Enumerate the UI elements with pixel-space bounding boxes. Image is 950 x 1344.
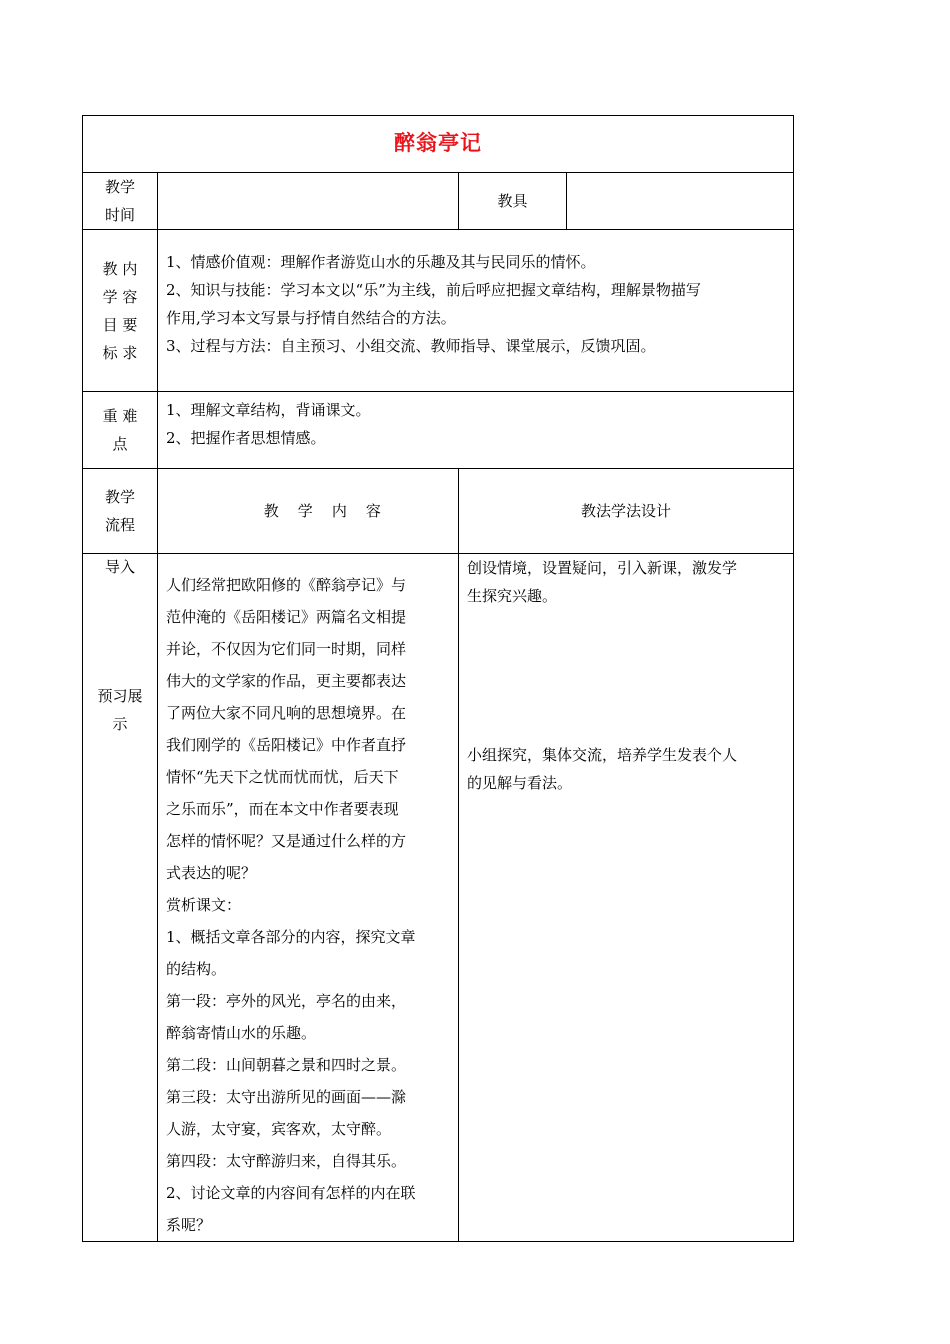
flow-method-header-cell [459, 469, 794, 554]
stage-preview-label [83, 682, 157, 738]
tools-label: 教具 [497, 192, 528, 210]
key-points-label-line: 重 难 [102, 407, 138, 425]
title-row [83, 116, 794, 173]
key-points-label-line: 点 [112, 435, 128, 453]
method-preview-line: 的见解与看法。 [467, 774, 573, 792]
flow-body-row [83, 554, 794, 1242]
objective-line: 2、知识与技能：学习本文以“乐”为主线，前后呼应把握文章结构，理解景物描写 [166, 281, 701, 299]
flow-content-header-cell [158, 469, 459, 554]
objectives-label-line: 目 要 [102, 315, 138, 334]
content-line: 第三段：太守出游所见的画面——滁 [166, 1088, 407, 1106]
content-line: 系呢？ [166, 1216, 212, 1234]
content-line: 我们刚学的《岳阳楼记》中作者直抒 [166, 736, 407, 754]
content-line: 2、讨论文章的内容间有怎样的内在联 [166, 1184, 416, 1202]
key-points-content-cell [158, 392, 794, 469]
content-line: 伟大的文学家的作品，更主要都表达 [166, 672, 407, 690]
title-cell [83, 116, 794, 173]
flow-stage-cell [83, 554, 158, 1242]
content-line: 醉翁寄情山水的乐趣。 [166, 1024, 317, 1042]
stage-intro-label: 导入 [104, 558, 135, 576]
content-line: 并论，不仅因为它们同一时期，同样 [166, 640, 407, 658]
flow-method-header: 教法学法设计 [581, 502, 672, 520]
key-points-label-cell [83, 392, 158, 469]
stage-preview-line: 预习展 [97, 687, 143, 705]
objectives-content-cell [158, 230, 794, 392]
flow-method-cell [459, 554, 794, 1242]
content-line: 第二段：山间朝暮之景和四时之景。 [166, 1056, 407, 1074]
method-preview-block [467, 741, 787, 797]
objectives-label-cell [83, 230, 158, 392]
content-line: 第一段：亭外的风光，亭名的由来， [166, 992, 407, 1010]
objectives-label-line: 标 求 [102, 343, 138, 362]
content-line: 的结构。 [166, 960, 227, 978]
objectives-label-line: 教 内 [102, 259, 138, 278]
flow-label-line: 教学 [104, 488, 135, 506]
time-tools-row [83, 173, 794, 230]
method-intro-line: 创设情境，设置疑问，引入新课，激发学 [467, 559, 738, 577]
method-preview-line: 小组探究，集体交流，培养学生发表个人 [467, 746, 738, 764]
tools-label-cell [459, 173, 567, 230]
content-line: 情怀“先天下之忧而忧而忧，后天下 [166, 768, 399, 786]
flow-header-row [83, 469, 794, 554]
time-label-line-1: 教学 [104, 178, 135, 196]
flow-content-header: 教 学 内 容 [263, 502, 381, 520]
content-line: 之乐而乐”，而在本文中作者要表现 [166, 800, 399, 818]
content-line: 第四段：太守醉游归来，自得其乐。 [166, 1152, 407, 1170]
content-line: 赏析课文： [166, 896, 242, 914]
content-line: 了两位大家不同凡响的思想境界。在 [166, 704, 407, 722]
flow-content-cell [158, 554, 459, 1242]
objectives-label-line: 学 容 [102, 287, 138, 306]
flow-label-line: 流程 [104, 516, 135, 534]
method-intro-line: 生探究兴趣。 [467, 587, 558, 605]
content-line: 人们经常把欧阳修的《醉翁亭记》与 [166, 576, 407, 594]
content-line: 式表达的呢？ [166, 864, 257, 882]
content-line: 人游，太守宴，宾客欢，太守醉。 [166, 1120, 392, 1138]
key-point-line: 1、理解文章结构，背诵课文。 [166, 401, 371, 419]
time-label-line-2: 时间 [104, 206, 135, 224]
key-point-line: 2、把握作者思想情感。 [166, 429, 326, 447]
flow-label-cell [83, 469, 158, 554]
tools-value-cell [567, 173, 794, 230]
objective-line: 3、过程与方法：自主预习、小组交流、教师指导、课堂展示，反馈巩固。 [166, 337, 656, 355]
method-intro-block [467, 554, 787, 610]
objective-line: 1、情感价值观：理解作者游览山水的乐趣及其与民同乐的情怀。 [166, 253, 596, 271]
time-label-cell [83, 173, 158, 230]
time-value-cell [158, 173, 459, 230]
lesson-plan-table [82, 115, 794, 1242]
objective-line: 作用,学习本文写景与抒情自然结合的方法。 [166, 309, 456, 327]
content-line: 范仲淹的《岳阳楼记》两篇名文相提 [166, 608, 407, 626]
stage-preview-line: 示 [112, 715, 128, 733]
key-points-row [83, 392, 794, 469]
content-line: 1、概括文章各部分的内容，探究文章 [166, 928, 416, 946]
content-line: 怎样的情怀呢？又是通过什么样的方 [166, 832, 407, 850]
objectives-row [83, 230, 794, 392]
document-title: 醉翁亭记 [394, 131, 482, 155]
